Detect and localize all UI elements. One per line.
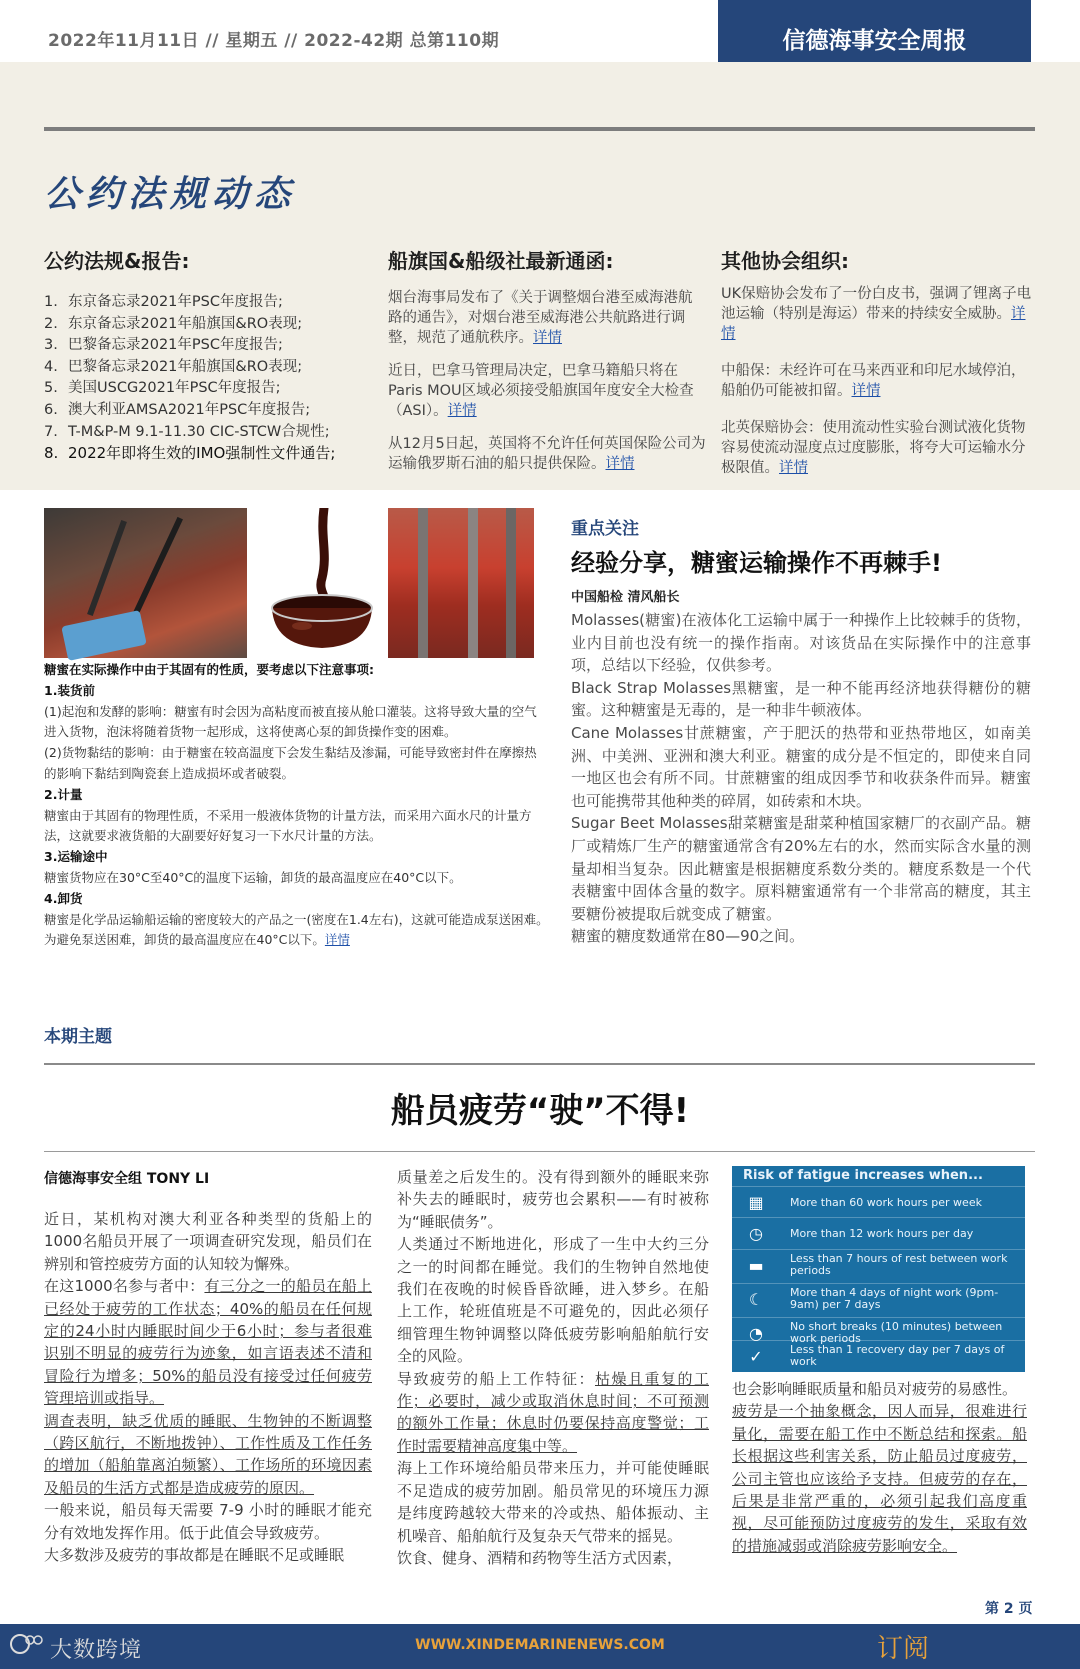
details-link[interactable]: 详情 (533, 330, 562, 346)
flag-state-item-2: 近日，巴拿马管理局决定，巴拿马籍船只将在Paris MOU区域必须接受船旗国年度安全大检查（ASI）。详情 (388, 363, 694, 419)
calendar-icon: ▦ (748, 1193, 764, 1212)
molasses-bowl-image (262, 508, 382, 658)
watermark-text: 大数跨境 (50, 1638, 143, 1663)
article-column-2: 质量差之后发生的。没有得到额外的睡眠来弥补失去的睡眠时，疲劳也会累积——有时被称为“睡眠债务”。 人类通过不断地进化，形成了一生中大约三分之一的时间都在睡觉。我们的生物钟自然地使我们在夜晚的时候昏昏欲睡，进入梦乡。在船上工作，轮班值班是不可避免的，因此必须仔细管理生物钟调整以降低疲劳影响船舶航行安全的风险。 导致疲劳的船上工作特征：枯燥且重复的工作；必要时，减少或取消休息时间；不可预测的额外工作量；休息时仍要保持高度警觉；工作时需要精神高度集中等。 海上工作环境给船员带来压力，并可能使睡眠不足造成的疲劳加剧。船员常见的环境压力源是纬度跨越较大带来的冷或热、船体振动、主机噪音、船舶航行及复杂天气带来的摇晃。 饮食、健身、酒精和药物等生活方式因素， (397, 1168, 709, 1567)
other-orgs-item-2: 中船保：未经许可在马来西亚和印尼水域停泊，船舶仍可能被扣留。详情 (721, 363, 1026, 399)
tank-pipes-photo (388, 508, 534, 658)
focus-body: Molasses(糖蜜)在液体化工运输中属于一种操作上比较棘手的货物，业内目前也没有统一的操作指南。对该货品在实际操作中的注意事项，总结以下经验，仅供参考。 Black Strap Molasses黑糖蜜，是一种不能再经济地获得糖份的糖蜜。这种糖蜜是无毒的，是一种非牛顿液体。 Cane Molasses甘蔗糖蜜，产于肥沃的热带和亚热带地区，如南美洲、中美洲、亚洲和澳大利亚。糖蜜的成分是不恒定的，即使来自同一地区也会有所不同。甘蔗糖蜜的组成因季节和收获条件而异。糖蜜也可能携带其他种类的碎屑，如砖索和木块。 Sugar Beet Molasses甜菜糖蜜是甜菜种植国家糖厂的衣副产品。糖厂或精炼厂生产的糖蜜通常含有20%左右的水，然而实际含水量的测量却相当复杂。因此糖蜜是根据糖度系数分类的。糖度系数是一个代表糖蜜中固体含量的数字。原料糖蜜通常有一个非常高的糖度，其主要糖份被提取后就变成了糖蜜。 糖蜜的糖度数通常在80—90之间。 (571, 611, 1031, 946)
focus-label: 重点关注 (571, 519, 639, 539)
details-link[interactable]: 详情 (779, 460, 808, 476)
bed-icon: ▬ (748, 1256, 764, 1275)
other-orgs-item-1: UK保赔协会发布了一份白皮书，强调了锂离子电池运输（特别是海运）带来的持续安全威胁。详情 (721, 286, 1032, 342)
subscribe-button[interactable]: 订阅 (877, 1634, 930, 1664)
list-item[interactable]: 5. 美国USCG2021年PSC年度报告; (44, 380, 281, 397)
theme-title: 船员疲劳“驶”不得! (390, 1091, 690, 1131)
page-number: 第 2 页 (985, 1601, 1033, 1617)
list-item: ☾ More than 4 days of night work (9pm-9am) per 7 days (732, 1283, 1025, 1316)
clock-icon: ◷ (749, 1224, 763, 1243)
regulations-heading: 公约法规&报告: (44, 249, 190, 273)
list-item[interactable]: 2. 东京备忘录2021年船旗国&RO表现; (44, 315, 303, 332)
list-item[interactable]: 4. 巴黎备忘录2021年船旗国&RO表现; (44, 358, 303, 375)
details-link[interactable]: 详情 (721, 306, 1026, 342)
flag-state-heading: 船旗国&船级社最新通函: (388, 249, 614, 273)
section-title: 公约法规动态 (44, 174, 297, 215)
ship-deck-photo (44, 508, 247, 658)
moon-icon: ☾ (748, 1290, 764, 1309)
newsletter-title: 信德海事安全周报 (782, 28, 967, 54)
divider (44, 1063, 1035, 1065)
other-orgs-item-3: 北英保赔协会：使用流动性实验台测试液化货物容易使流动湿度点过度膨胀，将夸大可运输水分极限值。详情 (721, 420, 1026, 476)
flag-state-item-1: 烟台海事局发布了《关于调整烟台港至威海港航路的通告》，对烟台港至威海港公共航路进行调整，规范了通航秩序。详情 (388, 290, 693, 346)
list-item[interactable]: 6. 澳大利亚AMSA2021年PSC年度报告; (44, 401, 311, 418)
issue-date-line: 2022年11月11日 // 星期五 // 2022-42期 总第110期 (48, 31, 500, 51)
details-link[interactable]: 详情 (605, 456, 635, 472)
reports-list (44, 292, 374, 465)
article-column-1: 近日，某机构对澳大利亚各种类型的货船上的1000名船员开展了一项调查研究发现，船员们在辨别和管控疲劳方面的认知较为懈殊。 在这1000名参与者中：有三分之一的船员在船上已经处于疲劳的工作状态；40%的船员在任何规定的24小时内睡眠时间少于6小时；参与者很难识别不明显的疲劳行为迹象，如言语表述不清和冒险行为增多；50%的船员没有接受过任何疲劳管理培训或指导。 调查表明，缺乏优质的睡眠、生物钟的不断调整（跨区航行，不断地拨钟）、工作性质及工作任务的增加（船舶靠离泊频繁）、工作场所的环境因素及船员的生活方式都是造成疲劳的原因。 一般来说，船员每天需要 7-9 小时的睡眠才能充分有效地发挥作用。低于此值会导致疲劳。 大多数涉及疲劳的事故都是在睡眠不足或睡眠 (44, 1210, 372, 1565)
list-item: ▦ More than 60 work hours per week (732, 1186, 1025, 1219)
fatigue-panel-title: Risk of fatigue increases when... (743, 1168, 983, 1183)
watermark-logo-icon (8, 1630, 44, 1658)
other-orgs-heading: 其他协会组织: (721, 249, 849, 273)
divider (44, 1151, 1035, 1152)
molasses-notes: 糖蜜在实际操作中由于其固有的性质，要考虑以下注意事项: 1.装货前 (1)起泡和发酵的影响：糖蜜有时会因为高粘度而被直接从舱口灌装。这将导致大量的空气进入货物，泡沫将随着货物一起形成，这将使离心泵的卸货操作变的困难。 (2)货物黏结的影响：由于糖蜜在较高温度下会发生黏结及渗漏，可能导致密封件在摩擦热的影响下黏结到陶瓷套上造成损坏或者破裂。 2.计量 糖蜜由于其固有的物理性质，不采用一般液体货物的计量方法，而采用六面水尺的计量方法，这就要求液货船的大副要好好复习一下水尺计量的方法。 3.运输途中 糖蜜货物应在30°C至40°C的温度下运输，卸货的最高温度应在40°C以下。 4.卸货 糖蜜是化学品运输船运输的密度较大的产品之一(密度在1.4左右)，这就可能造成泵送困难。为避免泵送困难，卸货的最高温度应在40°C以下。详情 (44, 662, 549, 948)
theme-label: 本期主题 (44, 1027, 112, 1047)
calendar-check-icon: ✓ (749, 1347, 763, 1366)
list-item[interactable]: 3. 巴黎备忘录2021年PSC年度报告; (44, 337, 283, 354)
list-item: ◔ No short breaks (10 minutes) between work periods (732, 1317, 1025, 1350)
flag-state-item-3: 从12月5日起，英国将不允许任何英国保险公司为运输俄罗斯石油的船只提供保险。详情 (388, 436, 706, 472)
list-item: ▬ Less than 7 hours of rest between work periods (732, 1249, 1025, 1282)
details-link[interactable]: 详情 (324, 932, 350, 948)
list-item[interactable]: 8. 2022年即将生效的IMO强制性文件通告; (44, 444, 336, 463)
stopwatch-icon: ◔ (749, 1324, 763, 1343)
details-link[interactable]: 详情 (851, 383, 881, 399)
details-link[interactable]: 详情 (447, 403, 477, 419)
website-link[interactable]: WWW.XINDEMARINENEWS.COM (415, 1637, 665, 1653)
list-item[interactable]: 1. 东京备忘录2021年PSC年度报告; (44, 294, 283, 310)
list-item[interactable]: 7. T-M&P-M 9.1-11.30 CIC-STCW合规性; (44, 423, 330, 440)
focus-title: 经验分享，糖蜜运输操作不再棘手! (571, 549, 942, 577)
list-item: ◷ More than 12 work hours per day (732, 1217, 1025, 1250)
fatigue-risk-panel (732, 1166, 1025, 1372)
article-column-3: 也会影响睡眠质量和船员对疲劳的易感性。 疲劳是一个抽象概念，因人而异，很难进行量化，需要在船工作中不断总结和探索。船长根据这些利害关系，防止船员过度疲劳，公司主管也应该给予支持。但疲劳的存在，后果是非常严重的，必须引起我们高度重视，尽可能预防过度疲劳的发生，采取有效的措施减弱或消除疲劳影响安全。 (732, 1380, 1027, 1555)
article-author: 信德海事安全组 TONY LI (44, 1171, 210, 1187)
divider (44, 127, 1035, 131)
focus-author: 中国船检 清风船长 (571, 590, 680, 605)
list-item: ✓ Less than 1 recovery day per 7 days of work (732, 1340, 1025, 1373)
